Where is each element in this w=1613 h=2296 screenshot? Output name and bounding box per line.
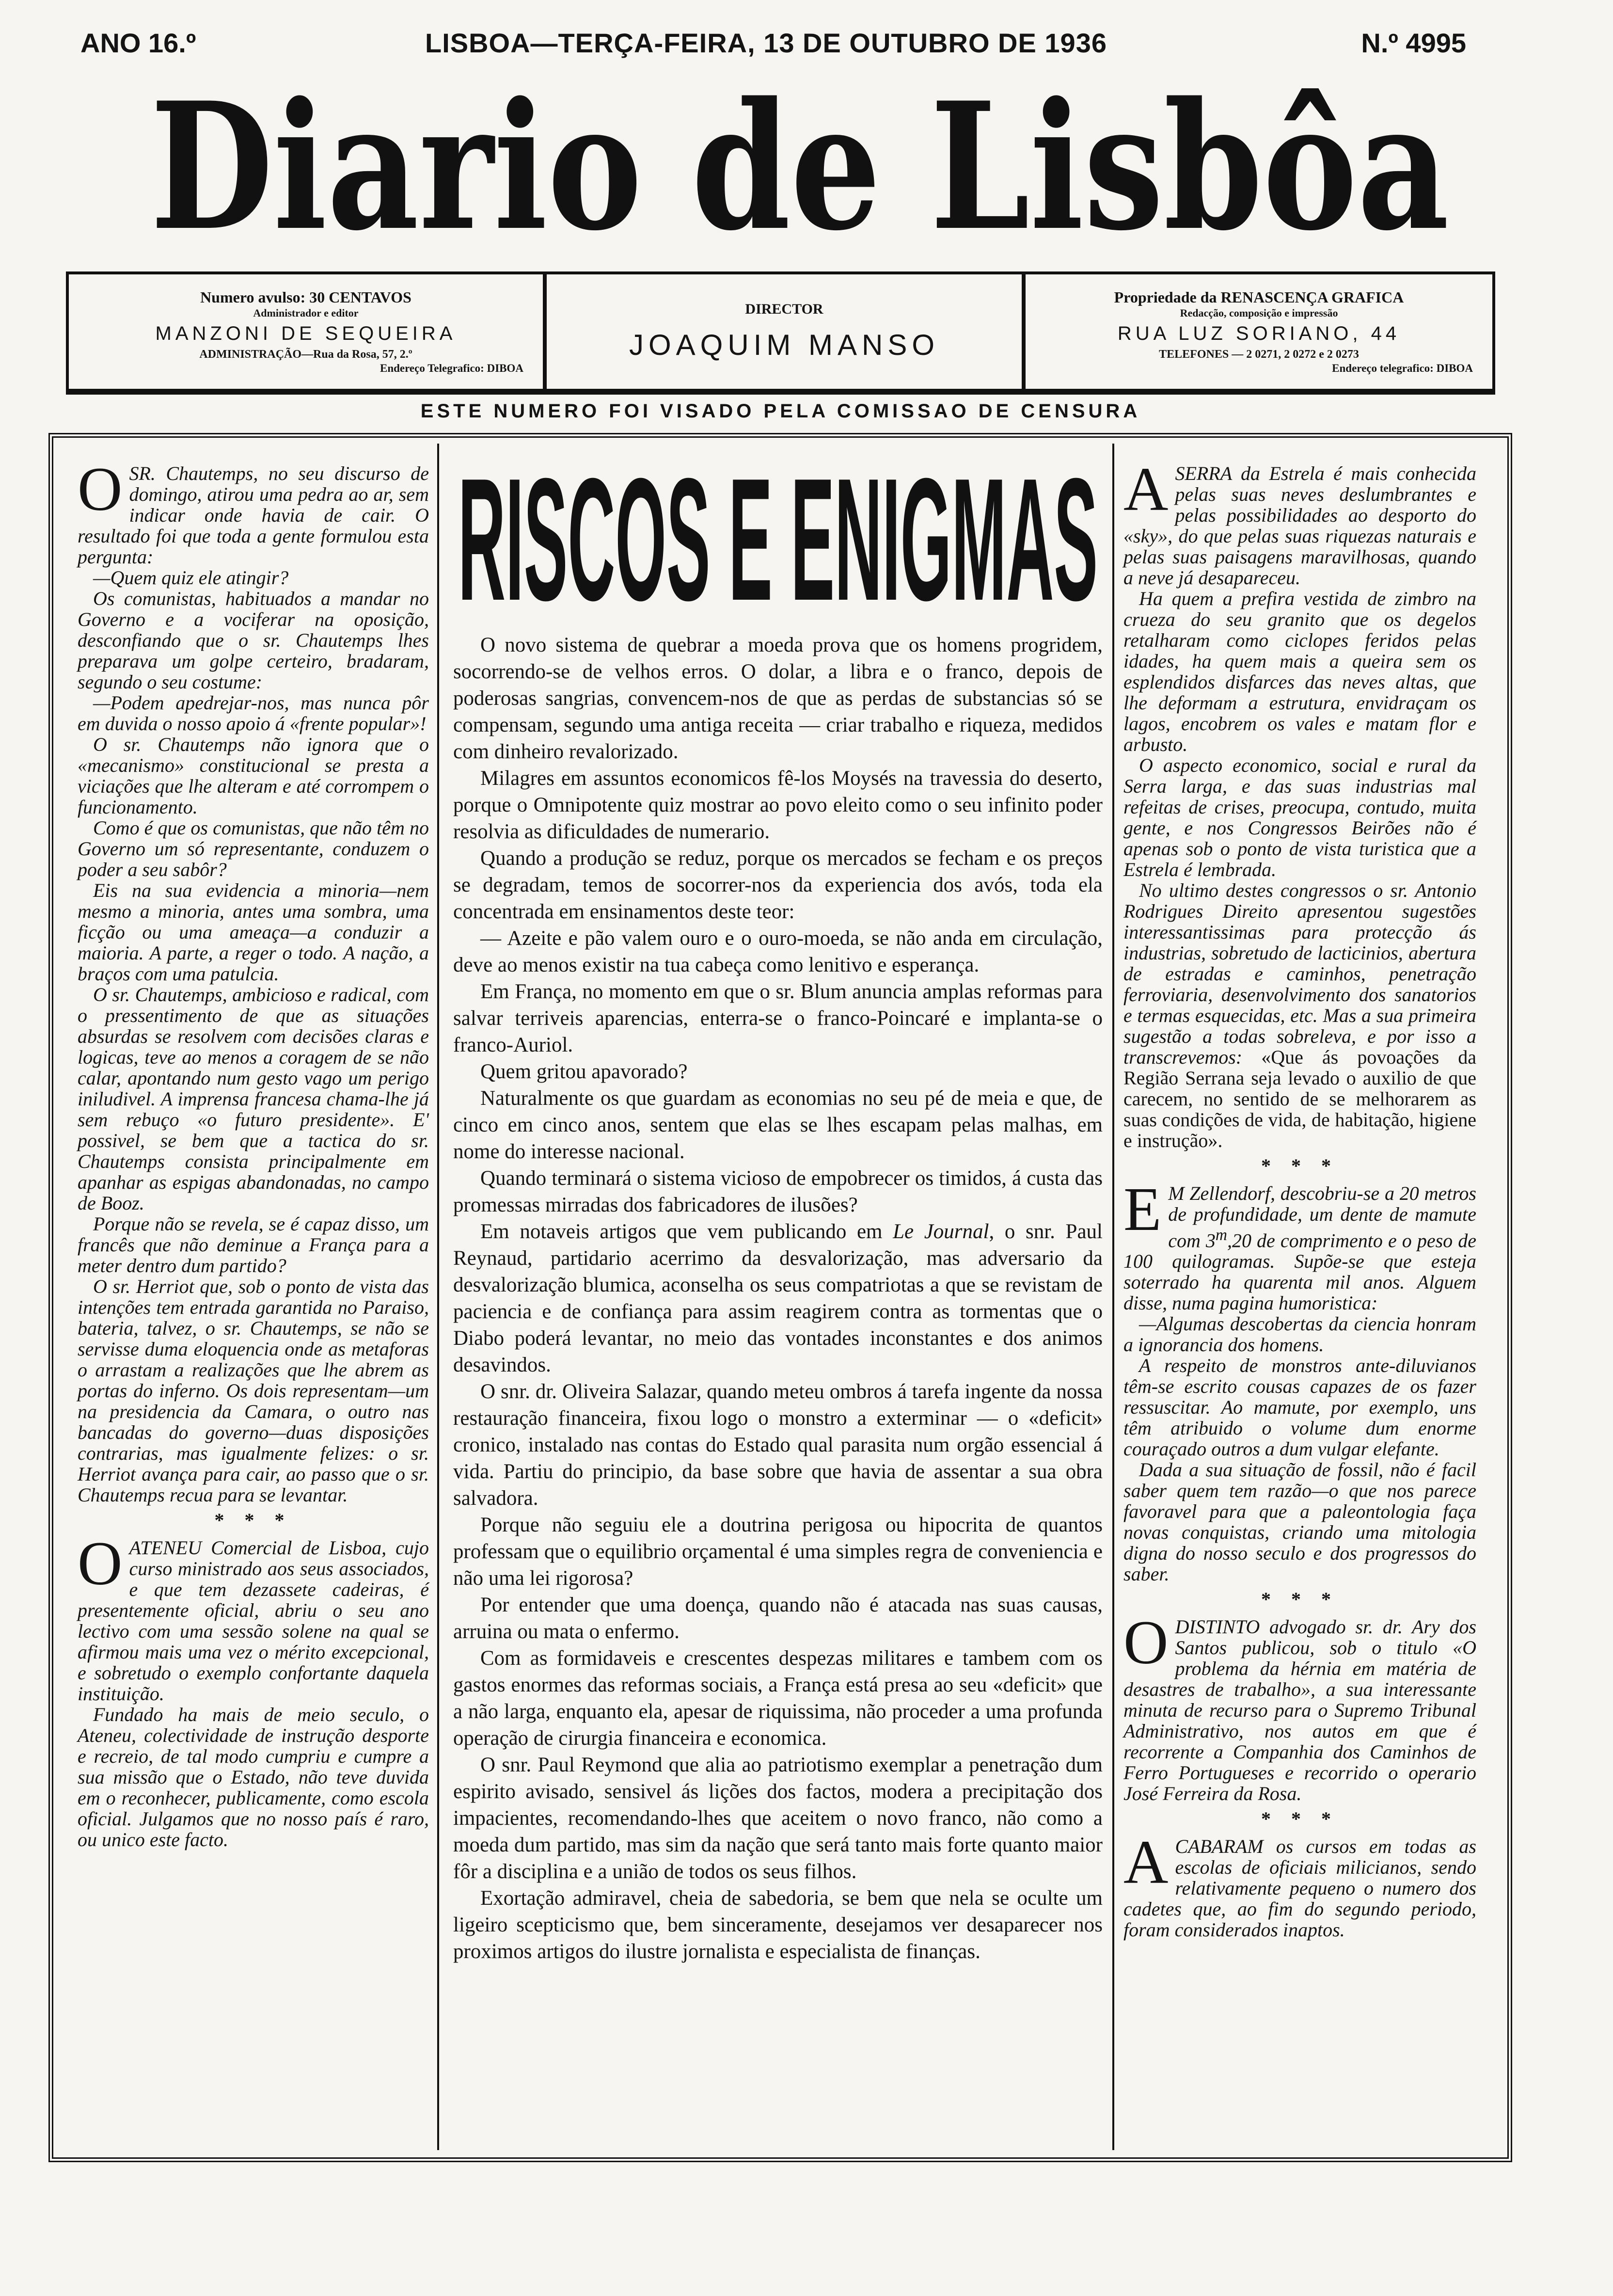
article-paragraph: Quando terminará o sistema vicioso de empobrecer os timidos, á custa das promessas mirradas dos fabricadores de ilusões? xyxy=(453,1167,1103,1216)
article-paragraph: O aspecto economico, social e rural da Serra larga, e das suas industrias mal refeitas de crises, preocupa, contudo, muita gente, e nos Congressos Beirões não é apenas sob o ponto de vista turistica que a Estrela é lembrada. xyxy=(1123,754,1476,880)
article-paragraph: Exortação admiravel, cheia de sabedoria, se bem que nela se oculte um ligeiro scepticismo que, bem sinceramente, desejamos ver desaparecer nos proximos artigos do ilustre jornalista e especialista de finanças. xyxy=(453,1887,1103,1963)
right-column xyxy=(1123,455,1476,2138)
article-paragraph: —Podem apedrejar-nos, mas nunca pôr em duvida o nosso apoio á «frente popular»! xyxy=(78,692,429,734)
article-paragraph: Eis na sua evidencia a minoria—nem mesmo a minoria, antes uma sombra, uma ficção ou uma ameaça—a conduzir a maioria. A parte, a reger o todo. A nação, a braços com uma patulcia. xyxy=(78,879,429,985)
masthead xyxy=(141,64,1459,276)
article-paragraph: A respeito de monstros ante-diluvianos têm-se escrito cousas capazes de os fazer ressuscitar. Ao mamute, por exemplo, uns têm atribuido o volume dum enorme couraçado outros a dum vulgar elefante. xyxy=(1123,1355,1476,1460)
paragraph-text: Em notaveis artigos que vem publicando em xyxy=(480,1220,893,1243)
imprint-box xyxy=(66,271,1495,395)
article-paragraph: Porque não se revela, se é capaz disso, um francês que não deminue a França para a meter dentro dum partido? xyxy=(78,1213,429,1276)
article-paragraph: Os comunistas, habituados a mandar no Governo e a vociferar na oposição, desconfiando que o sr. Chautemps lhes preparava um golpe certeiro, bradaram, segundo o seu costume: xyxy=(78,588,429,693)
article-paragraph xyxy=(1123,1608,1476,1805)
section-separator: * * * xyxy=(1261,1808,1339,1830)
article-paragraph: —Quem quiz ele atingir? xyxy=(93,567,289,589)
admin-address: ADMINISTRAÇÃO—Rua da Rosa, 57, 2.º xyxy=(199,348,412,361)
owner-label: Propriedade da RENASCENÇA GRAFICA xyxy=(1114,288,1404,306)
article-paragraph: — Azeite e pão valem ouro e o ouro-moeda, se não anda em circulação, deve ao menos existir na tua cabeça como lenitivo e esperança. xyxy=(453,927,1103,976)
drop-cap: O xyxy=(78,1529,123,1598)
masthead-title: Diario de Lisbôa xyxy=(150,64,1449,269)
section-separator: * * * xyxy=(214,1509,292,1531)
admin-label: Administrador e editor xyxy=(253,307,359,319)
director-name: JOAQUIM MANSO xyxy=(629,328,940,361)
drop-cap: A xyxy=(1123,455,1169,524)
article-paragraph: Milagres em assuntos economicos fê-los Moysés na travessia do deserto, porque o Omnipotente quiz mostrar ao povo eleito como o seu infinito poder resolvia as dificuldades de numerario. xyxy=(453,767,1103,843)
article-paragraph: Fundado ha mais de meio seculo, o Ateneu, colectividade de instrução desporte e recreio, de tal modo cumpriu e cumpre a sua missão que o Estado, não teve duvida em o reconhecer, publicamente, como escola oficial. Julgamos que no nosso país é raro, ou unico este facto. xyxy=(78,1704,429,1850)
article-paragraph: Naturalmente os que guardam as economias no seu pé de meia e que, de cinco em cinco anos, sentem que elas se lhes escapam pelas malhas, em nome do interesse nacional. xyxy=(453,1087,1103,1163)
article-paragraph: Ha quem a prefira vestida de zimbro na crueza do seu granito que os degelos retalharam como ciclopes feridos pelas idades, ha quem mais a queira sem os esplendidos disfarces das neves altas, que lhe deformam a estrutura, envidraçam os lagos, encobrem os vales e matam flor e arbusto. xyxy=(1123,588,1476,755)
publication-name: Le Journal xyxy=(893,1220,989,1243)
column-rule xyxy=(1112,444,1114,2150)
article-paragraph: O novo sistema de quebrar a moeda prova que os homens progridem, socorrendo-se de velhos erros. O dolar, a libra e o franco, depois de poderosas sangrias, convencem-nos de que as perdas de substancias só se compensam, segundo uma antiga receita — criar trabalho e riqueza, medidos com dinheiro revalorizado. xyxy=(453,634,1103,763)
article-paragraph: —Algumas descobertas da ciencia honram a ignorancia dos homens. xyxy=(1123,1313,1476,1356)
article-paragraph: Dada a sua situação de fossil, não é facil saber quem tem razão—o que nos parece favoravel para que a paleontologia faça novas conquistas, criando uma mitologia digna do nosso seculo e dos progressos do saber. xyxy=(1123,1459,1476,1585)
center-column xyxy=(453,442,1103,2138)
article-paragraph xyxy=(1123,1175,1476,1314)
imprint-right xyxy=(1026,274,1492,389)
dateline: LISBOA—TERÇA-FEIRA, 13 DE OUTUBRO DE 1936 xyxy=(425,28,1107,58)
article-paragraph: Quando a produção se reduz, porque os mercados se fecham e os preços se degradam, temos de socorrer-nos da experiencia dos avós, toda ela concentrada em ensinamentos deste teor: xyxy=(453,847,1103,923)
paragraph-text: No ultimo destes congressos o sr. Antonio Rodrigues Direito apresentou sugestões interessantissimas para protecção ás industrias, sobretudo de lacticinios, abertura de estradas e caminhos, penetração ferroviaria, desenvolvimento dos sanatorios e termas esquecidas, etc. Mas a sua primeira sugestão a todas sobreleva, e por isso a transcrevemos: xyxy=(1123,879,1476,1068)
paragraph-text: CABARAM os cursos em todas as escolas de oficiais milicianos, sendo relativamente pequeno o numero dos cadetes que, ao fim do segundo periodo, foram considerados inaptos. xyxy=(1123,1835,1476,1941)
year-label: ANO 16.º xyxy=(80,28,196,58)
article-headline xyxy=(453,442,1103,637)
article-paragraph xyxy=(1123,455,1476,589)
article-paragraph xyxy=(1123,1828,1476,1941)
article-paragraph xyxy=(1123,880,1476,1151)
article-paragraph: O sr. Chautemps, ambicioso e radical, com o pressentimento de que as situações absurdas se resolvem com decisões claras e logicas, teve ao menos a coragem de se não calar, apontando num gesto vago um perigo iniludivel. A imprensa francesa chama-lhe já sem rebuço «o futuro presidente». E' possivel, se bem que a tactica do sr. Chautemps consista principalmente em apanhar as espigas abandonadas, no campo de Booz. xyxy=(78,984,429,1214)
article-paragraph xyxy=(78,455,429,568)
column-rule xyxy=(437,444,439,2150)
article-paragraph: O sr. Chautemps não ignora que o «mecanismo» constitucional se presta a viciações que lhe alteram e até corrompem o funcionamento. xyxy=(78,733,429,818)
drop-cap: O xyxy=(1123,1608,1169,1677)
article-paragraph xyxy=(453,1218,1103,1378)
paragraph-text: DISTINTO advogado sr. dr. Ary dos Santos publicou, sob o titulo «O problema da hérnia em matéria de desastres de trabalho», a sua interessante minuta de recurso para o Supremo Tribunal Administrativo, nos autos em que é recorrente a Companhia dos Caminhos de Ferro Portugueses e recorrido o operario José Ferreira da Rosa. xyxy=(1123,1616,1476,1805)
paragraph-text: SR. Chautemps, no seu discurso de domingo, atirou uma pedra ao ar, sem indicar onde havia de cair. O resultado foi que toda a gente formulou esta pergunta: xyxy=(78,462,429,568)
article-paragraph: Por entender que uma doença, quando não é atacada nas suas causas, arruina ou mata o enfermo. xyxy=(453,1594,1103,1643)
telegraph-address-right: Endereço telegrafico: DIBOA xyxy=(1332,362,1473,374)
paragraph-text: M Zellendorf, descobriu-se a 20 metros de profundidade, um dente de mamute com 3 xyxy=(1168,1182,1476,1252)
article-paragraph xyxy=(78,1529,429,1705)
drop-cap: E xyxy=(1123,1175,1162,1244)
censorship-notice: ESTE NUMERO FOI VISADO PELA COMISSAO DE CENSURA xyxy=(420,400,1141,422)
drop-cap: A xyxy=(1123,1828,1169,1897)
office-address: RUA LUZ SORIANO, 44 xyxy=(1117,322,1401,344)
section-separator: * * * xyxy=(1261,1155,1339,1177)
article-paragraph: Como é que os comunistas, que não têm no Governo um só representante, conduzem o poder a seu sabôr? xyxy=(78,817,429,880)
left-column xyxy=(78,455,429,2138)
unit-superscript: m xyxy=(1215,1226,1227,1244)
article-paragraph: O snr. dr. Oliveira Salazar, quando meteu ombros á tarefa ingente da nossa restauração financeira, fixou logo o monstro a exterminar — o «deficit» cronico, instalado nas contas do Estado qual parasita num orgão essencial á vida. Partiu do principio, da base sobre que havia de assentar a sua obra salvadora. xyxy=(453,1380,1103,1510)
article-paragraph: O snr. Paul Reymond que alia ao patriotismo exemplar a penetração dum espirito avisado, sensivel ás lições dos factos, modera a precipitação dos impacientes, recomendando-lhes que aceitem o novo franco, não como a moeda dum partido, mas sim da nação que será tanto mais forte quanto maior fôr a disciplina e a união de todos os seus filhos. xyxy=(453,1754,1103,1883)
paragraph-text: SERRA da Estrela é mais conhecida pelas suas neves deslumbrantes e pelas possibilidades ao desporto do «sky», do que pelas suas riquezas naturais e pelas suas paisagens maravilhosas, quando a neve já desapareceu. xyxy=(1123,462,1476,589)
paragraph-text: ,20 de comprimento e o peso de 100 quilogramas. Supõe-se que esteja soterrado ha quarenta mil anos. Alguem disse, numa pagina humoristica: xyxy=(1123,1229,1476,1314)
article-paragraph: Quem gritou apavorado? xyxy=(480,1060,688,1083)
phone-numbers: TELEFONES — 2 0271, 2 0272 e 2 0273 xyxy=(1159,348,1359,361)
imprint-left xyxy=(69,274,547,389)
article-paragraph: Com as formidaveis e crescentes despezas militares e tambem com os gastos enormes das reformas sociais, a França está presa ao seu «deficit» que a não larga, enquanto ela, apesar de riquissima, não proceder a uma profunda operação de cirurgia financeira e economica. xyxy=(453,1647,1103,1750)
price-label: Numero avulso: 30 CENTAVOS xyxy=(200,288,411,306)
article-body xyxy=(453,608,1103,1965)
article-paragraph: O sr. Herriot que, sob o ponto de vista das intenções tem entrada garantida no Paraiso, bateria, talvez, o sr. Chautemps, se não se servisse duma eloquencia onde as metaforas o arrastam a realizações que lhe abrem as portas do inferno. Os dois representam—um na presidencia da Camara, o outro nas bancadas do governo—duas disposições contrarias, mas igualmente felizes: o sr. Herriot avança para cair, ao passo que o sr. Chautemps recua para se levantar. xyxy=(78,1276,429,1506)
quoted-text: «Que ás povoações da Região Serrana seja levado o auxilio de que carecem, no sentido de se melhorarem as suas condições de vida, de habitação, higiene e instrução». xyxy=(1123,1046,1476,1151)
section-separator: * * * xyxy=(1261,1588,1339,1610)
issue-number: N.º 4995 xyxy=(1361,28,1466,58)
paragraph-text: ATENEU Comercial de Lisboa, cujo curso ministrado aos seus associados, e que tem dezassete cadeiras, é presentemente oficial, abriu o seu ano lectivo com uma sessão solene na qual se afirmou mais uma vez o mérito excepcional, e sobretudo o exemplo confortante daquela instituição. xyxy=(78,1537,429,1705)
paragraph-text: , o snr. Paul Reynaud, partidario acerrimo da desvalorização, mas adversario da desvalorização blumica, aconselha os seus compatriotas a que se revistam de paciencia e de confiança para assim reagirem contra as tormentas que o Diabo poderá levantar, no meio das vontades inconstantes e dos animos desavindos. xyxy=(453,1220,1103,1376)
article-paragraph: Em França, no momento em que o sr. Blum anuncia amplas reformas para salvar terriveis aparencias, enterra-se o franco-Poincaré e implanta-se o franco-Auriol. xyxy=(453,980,1103,1056)
telegraph-address: Endereço Telegrafico: DIBOA xyxy=(380,362,523,374)
admin-name: MANZONI DE SEQUEIRA xyxy=(155,322,457,344)
imprint-center xyxy=(547,274,1026,389)
director-label: DIRECTOR xyxy=(745,301,823,318)
headline-text: RISCOS E ENIGMAS xyxy=(458,442,1098,637)
office-description: Redacção, composição e impressão xyxy=(1180,307,1338,319)
article-paragraph: Porque não seguiu ele a doutrina perigosa ou hipocrita de quantos professam que o equilibrio orçamental é uma simples regra de conveniencia e não uma lei rigorosa? xyxy=(453,1514,1103,1590)
drop-cap: O xyxy=(78,455,123,524)
